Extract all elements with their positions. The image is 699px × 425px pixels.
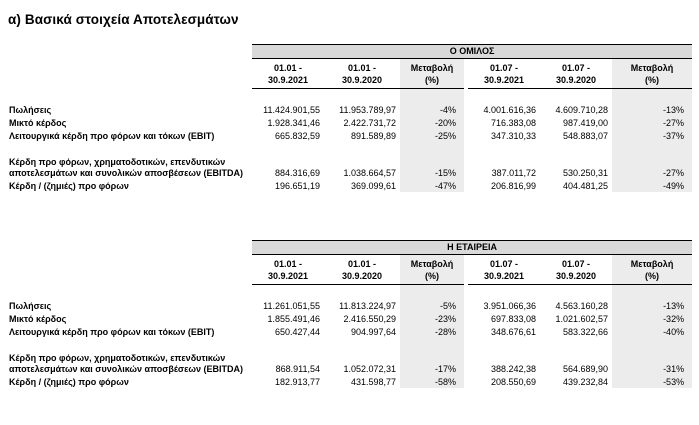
cell-value: 208.550,69 (490, 377, 536, 387)
cell-value: 388.242,38 (490, 364, 536, 374)
row-label: Μικτό κέρδος (9, 314, 67, 324)
row-label: Πωλήσεις (9, 105, 52, 115)
cell-change: -37% (612, 129, 692, 142)
cell-value: 1.855.491,46 (267, 314, 320, 324)
cell-change: -32% (612, 312, 692, 325)
company-header: Η ΕΤΑΙΡΕΙΑ (252, 241, 692, 255)
cell-value: 868.911,54 (275, 364, 320, 374)
col-header: 01.07 - 30.9.2021 (468, 255, 540, 285)
column-header-row (8, 59, 692, 89)
cell-change: -17% (400, 338, 464, 375)
cell-value: 11.813.224,97 (339, 301, 396, 311)
cell-value: 439.232,84 (562, 377, 608, 387)
col-header: 01.01 - 30.9.2020 (324, 59, 400, 89)
col-header: Μεταβολή (%) (400, 255, 464, 285)
col-header: 01.01 - 30.9.2020 (324, 255, 400, 285)
group-table (8, 44, 692, 192)
cell-value: 4.563.160,28 (555, 301, 608, 311)
cell-value: 11.424.901,55 (263, 105, 320, 115)
table-row (8, 375, 692, 388)
cell-value: 206.816,99 (490, 181, 536, 191)
cell-value: 1.021.602,57 (555, 314, 608, 324)
group-header: Ο ΟΜΙΛΟΣ (252, 45, 692, 59)
group-results-table (8, 44, 692, 192)
cell-value: 387.011,72 (491, 168, 536, 178)
cell-change: -27% (612, 142, 692, 179)
cell-value: 891.589,89 (350, 131, 396, 141)
col-header: Μεταβολή (%) (400, 59, 464, 89)
row-label: Λειτουργικά κέρδη προ φόρων και τόκων (EBIT) (9, 131, 215, 141)
cell-value: 3.951.066,36 (483, 301, 536, 311)
cell-value: 564.689,90 (562, 364, 608, 374)
cell-value: 530.250,31 (562, 168, 608, 178)
table-row (8, 129, 692, 142)
cell-value: 884.316,69 (274, 168, 320, 178)
cell-value: 583.322,66 (562, 327, 608, 337)
company-table (8, 240, 692, 388)
col-header: 01.07 - 30.9.2020 (540, 255, 612, 285)
cell-change: -58% (400, 375, 464, 388)
cell-value: 369.099,61 (350, 181, 396, 191)
col-header: Μεταβολή (%) (612, 59, 692, 89)
cell-value: 1.038.664,57 (343, 168, 396, 178)
col-header: 01.07 - 30.9.2021 (468, 59, 540, 89)
table-row (8, 338, 692, 375)
cell-value: 1.928.341,46 (267, 118, 320, 128)
cell-change: -13% (612, 299, 692, 312)
cell-change: -4% (400, 103, 464, 116)
cell-value: 987.419,00 (562, 118, 608, 128)
row-label: Πωλήσεις (9, 301, 52, 311)
cell-change: -5% (400, 299, 464, 312)
cell-value: 11.953.789,97 (339, 105, 396, 115)
row-label: Κέρδη προ φόρων, χρηματοδοτικών, επενδυτικών αποτελεσμάτων και συνολικών αποσβέσεων (EBITDA) (9, 157, 243, 178)
cell-value: 2.422.731,72 (343, 118, 396, 128)
cell-change: -27% (612, 116, 692, 129)
col-header: 01.07 - 30.9.2020 (540, 59, 612, 89)
cell-value: 347.310,33 (490, 131, 536, 141)
table-row (8, 142, 692, 179)
cell-change: -49% (612, 179, 692, 192)
cell-value: 1.052.072,31 (343, 364, 396, 374)
cell-value: 650.427,44 (274, 327, 320, 337)
cell-value: 348.676,61 (490, 327, 536, 337)
cell-change: -28% (400, 325, 464, 338)
cell-change: -31% (612, 338, 692, 375)
cell-change: -25% (400, 129, 464, 142)
cell-value: 904.997,64 (350, 327, 396, 337)
section-title: α) Βασικά στοιχεία Αποτελεσμάτων (8, 12, 239, 27)
cell-value: 11.261.051,55 (263, 301, 320, 311)
cell-change: -47% (400, 179, 464, 192)
column-header-row (8, 255, 692, 285)
table-row (8, 325, 692, 338)
cell-change: -53% (612, 375, 692, 388)
cell-change: -20% (400, 116, 464, 129)
row-label: Μικτό κέρδος (9, 118, 67, 128)
table-row (8, 179, 692, 192)
cell-value: 431.598,77 (350, 377, 396, 387)
cell-value: 404.481,25 (562, 181, 608, 191)
company-results-table (8, 240, 692, 388)
row-label: Κέρδη προ φόρων, χρηματοδοτικών, επενδυτικών αποτελεσμάτων και συνολικών αποσβέσεων (EBITDA) (9, 353, 243, 374)
cell-value: 2.416.550,29 (343, 314, 396, 324)
table-row (8, 312, 692, 325)
cell-value: 182.913,77 (274, 377, 320, 387)
cell-value: 4.001.616,36 (483, 105, 536, 115)
cell-value: 548.883,07 (562, 131, 608, 141)
col-header: Μεταβολή (%) (612, 255, 692, 285)
cell-value: 196.651,19 (274, 181, 320, 191)
cell-change: -15% (400, 142, 464, 179)
cell-change: -23% (400, 312, 464, 325)
table-row (8, 299, 692, 312)
cell-change: -40% (612, 325, 692, 338)
cell-value: 716.383,08 (490, 118, 536, 128)
row-label: Κέρδη / (ζημιές) προ φόρων (9, 377, 129, 387)
cell-value: 697.833,08 (490, 314, 536, 324)
row-label: Κέρδη / (ζημιές) προ φόρων (9, 181, 129, 191)
cell-value: 665.832,59 (274, 131, 320, 141)
table-row (8, 116, 692, 129)
table-row (8, 103, 692, 116)
col-header: 01.01 - 30.9.2021 (252, 59, 324, 89)
cell-value: 4.609.710,28 (555, 105, 608, 115)
cell-change: -13% (612, 103, 692, 116)
col-header: 01.01 - 30.9.2021 (252, 255, 324, 285)
row-label: Λειτουργικά κέρδη προ φόρων και τόκων (EBIT) (9, 327, 215, 337)
